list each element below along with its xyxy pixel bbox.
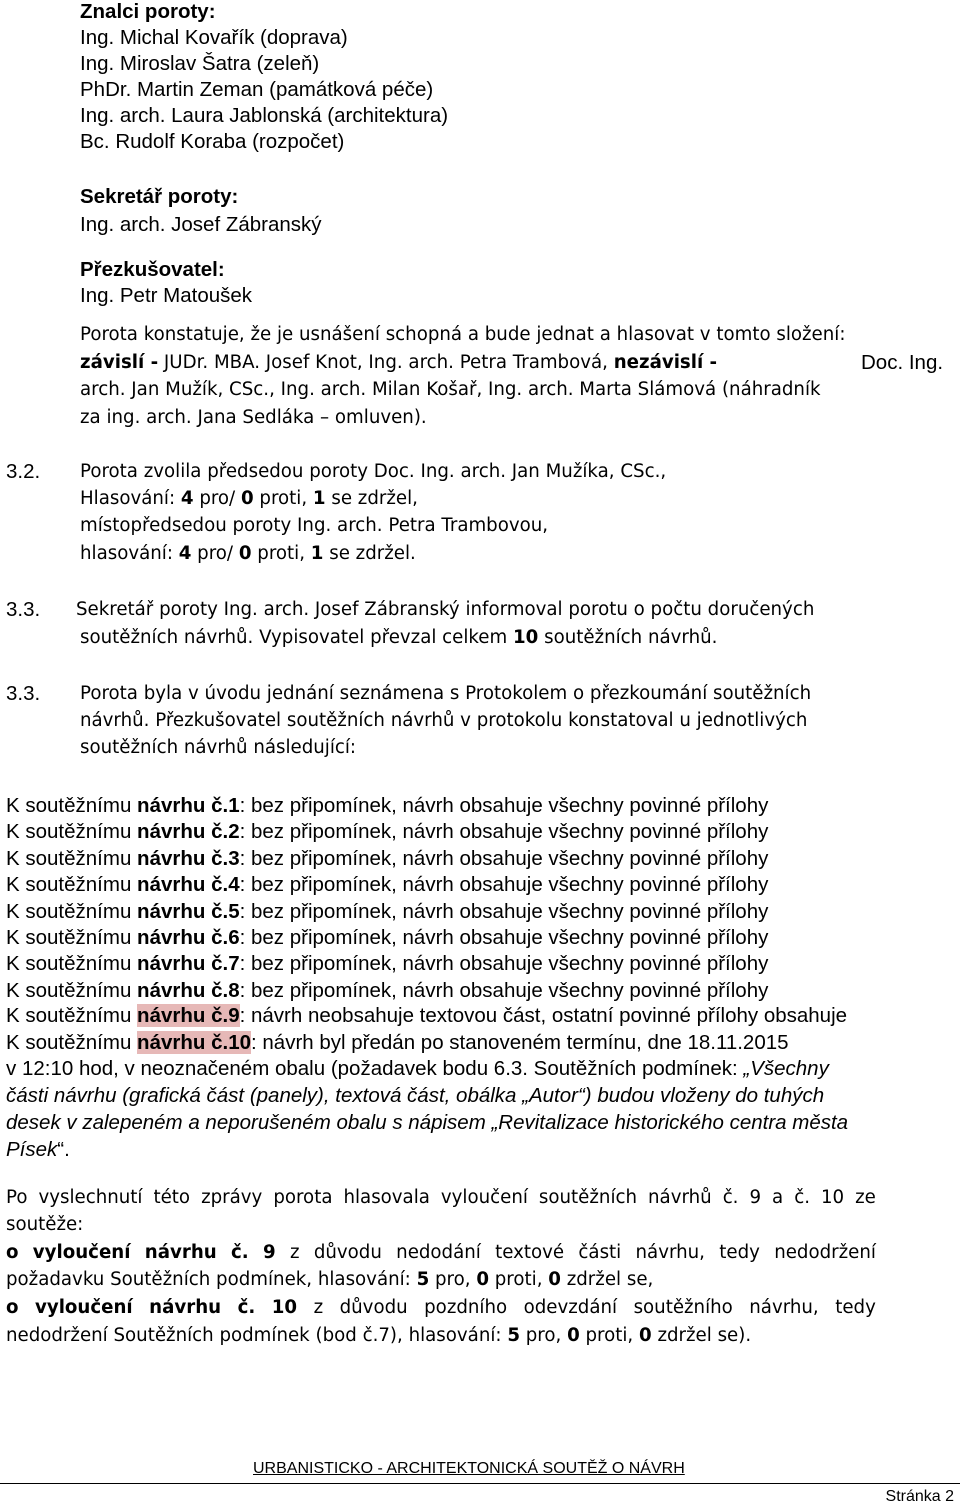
expert-item: PhDr. Martin Zeman (památková péče) <box>80 78 434 101</box>
section-number: 3.3. <box>6 682 41 705</box>
section-text: místopředsedou poroty Ing. arch. Petra Trambovou, <box>80 515 549 536</box>
exclusion-9: o vyloučení návrhu č. 9 z důvodu nedodání textové části návrhu, tedy nedodržení <box>6 1242 876 1263</box>
exclusion-9-vote: požadavku Soutěžních podmínek, hlasování: 5 pro, 0 proti, 0 zdržel se, <box>6 1269 654 1290</box>
exclusion-10: o vyloučení návrhu č. 10 z důvodu pozdního odevzdání soutěžního návrhu, tedy <box>6 1297 876 1318</box>
proposal-line: K soutěžnímu návrhu č.10: návrh byl předán po stanoveném termínu, dne 18.11.2015 <box>6 1031 789 1054</box>
proposal-line: K soutěžnímu návrhu č.5: bez připomínek, návrh obsahuje všechny povinné přílohy <box>6 899 769 923</box>
expert-item: Ing. Michal Kovařík (doprava) <box>80 26 348 49</box>
section-text: Porota byla v úvodu jednání seznámena s Protokolem o přezkoumání soutěžních <box>80 683 812 704</box>
proposal-note: v 12:10 hod, v neoznačeném obalu (požadavek bodu 6.3. Soutěžních podmínek: „Všechny <box>6 1057 829 1080</box>
examiner-name: Ing. Petr Matoušek <box>80 284 253 307</box>
dependent-label: závislí - <box>80 352 159 373</box>
secretary-name: Ing. arch. Josef Zábranský <box>80 213 322 236</box>
verdict-intro: Po vyslechnutí této zprávy porota hlasovala vyloučení soutěžních návrhů č. 9 a č. 10 ze <box>6 1187 876 1208</box>
section-text: soutěžních návrhů. Vypisovatel převzal celkem 10 soutěžních návrhů. <box>80 627 718 648</box>
expert-item: Bc. Rudolf Koraba (rozpočet) <box>80 130 345 153</box>
quorum-line: Porota konstatuje, že je usnášení schopná a bude jednat a hlasovat v tomto složení: <box>80 324 846 345</box>
secretary-heading: Sekretář poroty: <box>80 185 239 208</box>
proposal-note: desek v zalepeném a neporušeném obalu s nápisem „Revitalizace historického centra města <box>6 1111 849 1134</box>
vote-line: Hlasování: 4 pro/ 0 proti, 1 se zdržel, <box>80 488 418 509</box>
experts-heading: Znalci poroty: <box>80 0 216 23</box>
proposal-line: K soutěžnímu návrhu č.1: bez připomínek, návrh obsahuje všechny povinné přílohy <box>6 794 769 817</box>
quorum-line: arch. Jan Mužík, CSc., Ing. arch. Milan Košař, Ing. arch. Marta Slámová (náhradník <box>80 379 821 400</box>
quorum-line: závislí - JUDr. MBA. Josef Knot, Ing. arch. Petra Trambová, nezávislí - <box>80 352 718 373</box>
proposal-note: Písek“. <box>6 1138 70 1161</box>
footer-divider <box>0 1483 960 1484</box>
quorum-line-end: Doc. Ing. <box>861 351 944 374</box>
expert-item: Ing. Miroslav Šatra (zeleň) <box>80 52 320 75</box>
proposal-line: K soutěžnímu návrhu č.8: bez připomínek, návrh obsahuje všechny povinné přílohy <box>6 978 769 1002</box>
section-number: 3.3. <box>6 598 41 621</box>
page-number: Stránka 2 <box>885 1488 954 1505</box>
proposal-line: K soutěžnímu návrhu č.4: bez připomínek, návrh obsahuje všechny povinné přílohy <box>6 873 769 897</box>
proposal-line: K soutěžnímu návrhu č.3: bez připomínek, návrh obsahuje všechny povinné přílohy <box>6 846 769 870</box>
section-text: Porota zvolila předsedou poroty Doc. Ing. arch. Jan Mužíka, CSc., <box>80 461 667 482</box>
expert-item: Ing. arch. Laura Jablonská (architektura) <box>80 104 449 127</box>
proposal-note: části návrhu (grafická část (panely), textová část, obálka „Autor“) budou vloženy do tuhých <box>6 1084 825 1107</box>
examiner-heading: Přezkušovatel: <box>80 258 225 281</box>
verdict-intro-end: soutěže: <box>6 1214 84 1235</box>
independent-label: nezávislí - <box>613 352 718 373</box>
section-text: Sekretář poroty Ing. arch. Josef Zábranský informoval porotu o počtu doručených <box>76 599 815 620</box>
section-text: návrhů. Přezkušovatel soutěžních návrhů v protokolu konstatoval u jednotlivých <box>80 710 808 731</box>
proposal-count: 10 <box>513 627 539 648</box>
quorum-line: za ing. arch. Jana Sedláka – omluven). <box>80 407 427 428</box>
footer-title: URBANISTICKO - ARCHITEKTONICKÁ SOUTĚŽ O NÁVRH <box>253 1460 685 1477</box>
vote-line: hlasování: 4 pro/ 0 proti, 1 se zdržel. <box>80 543 416 564</box>
proposal-line: K soutěžnímu návrhu č.6: bez připomínek, návrh obsahuje všechny povinné přílohy <box>6 926 769 949</box>
section-text: soutěžních návrhů následující: <box>80 737 357 758</box>
proposal-line: K soutěžnímu návrhu č.9: návrh neobsahuje textovou část, ostatní povinné přílohy obsahuje <box>6 1004 848 1027</box>
exclusion-10-vote: nedodržení Soutěžních podmínek (bod č.7), hlasování: 5 pro, 0 proti, 0 zdržel se). <box>6 1325 752 1346</box>
proposal-line: K soutěžnímu návrhu č.7: bez připomínek, návrh obsahuje všechny povinné přílohy <box>6 952 769 976</box>
section-number: 3.2. <box>6 460 41 483</box>
proposal-line: K soutěžnímu návrhu č.2: bez připomínek, návrh obsahuje všechny povinné přílohy <box>6 820 769 844</box>
